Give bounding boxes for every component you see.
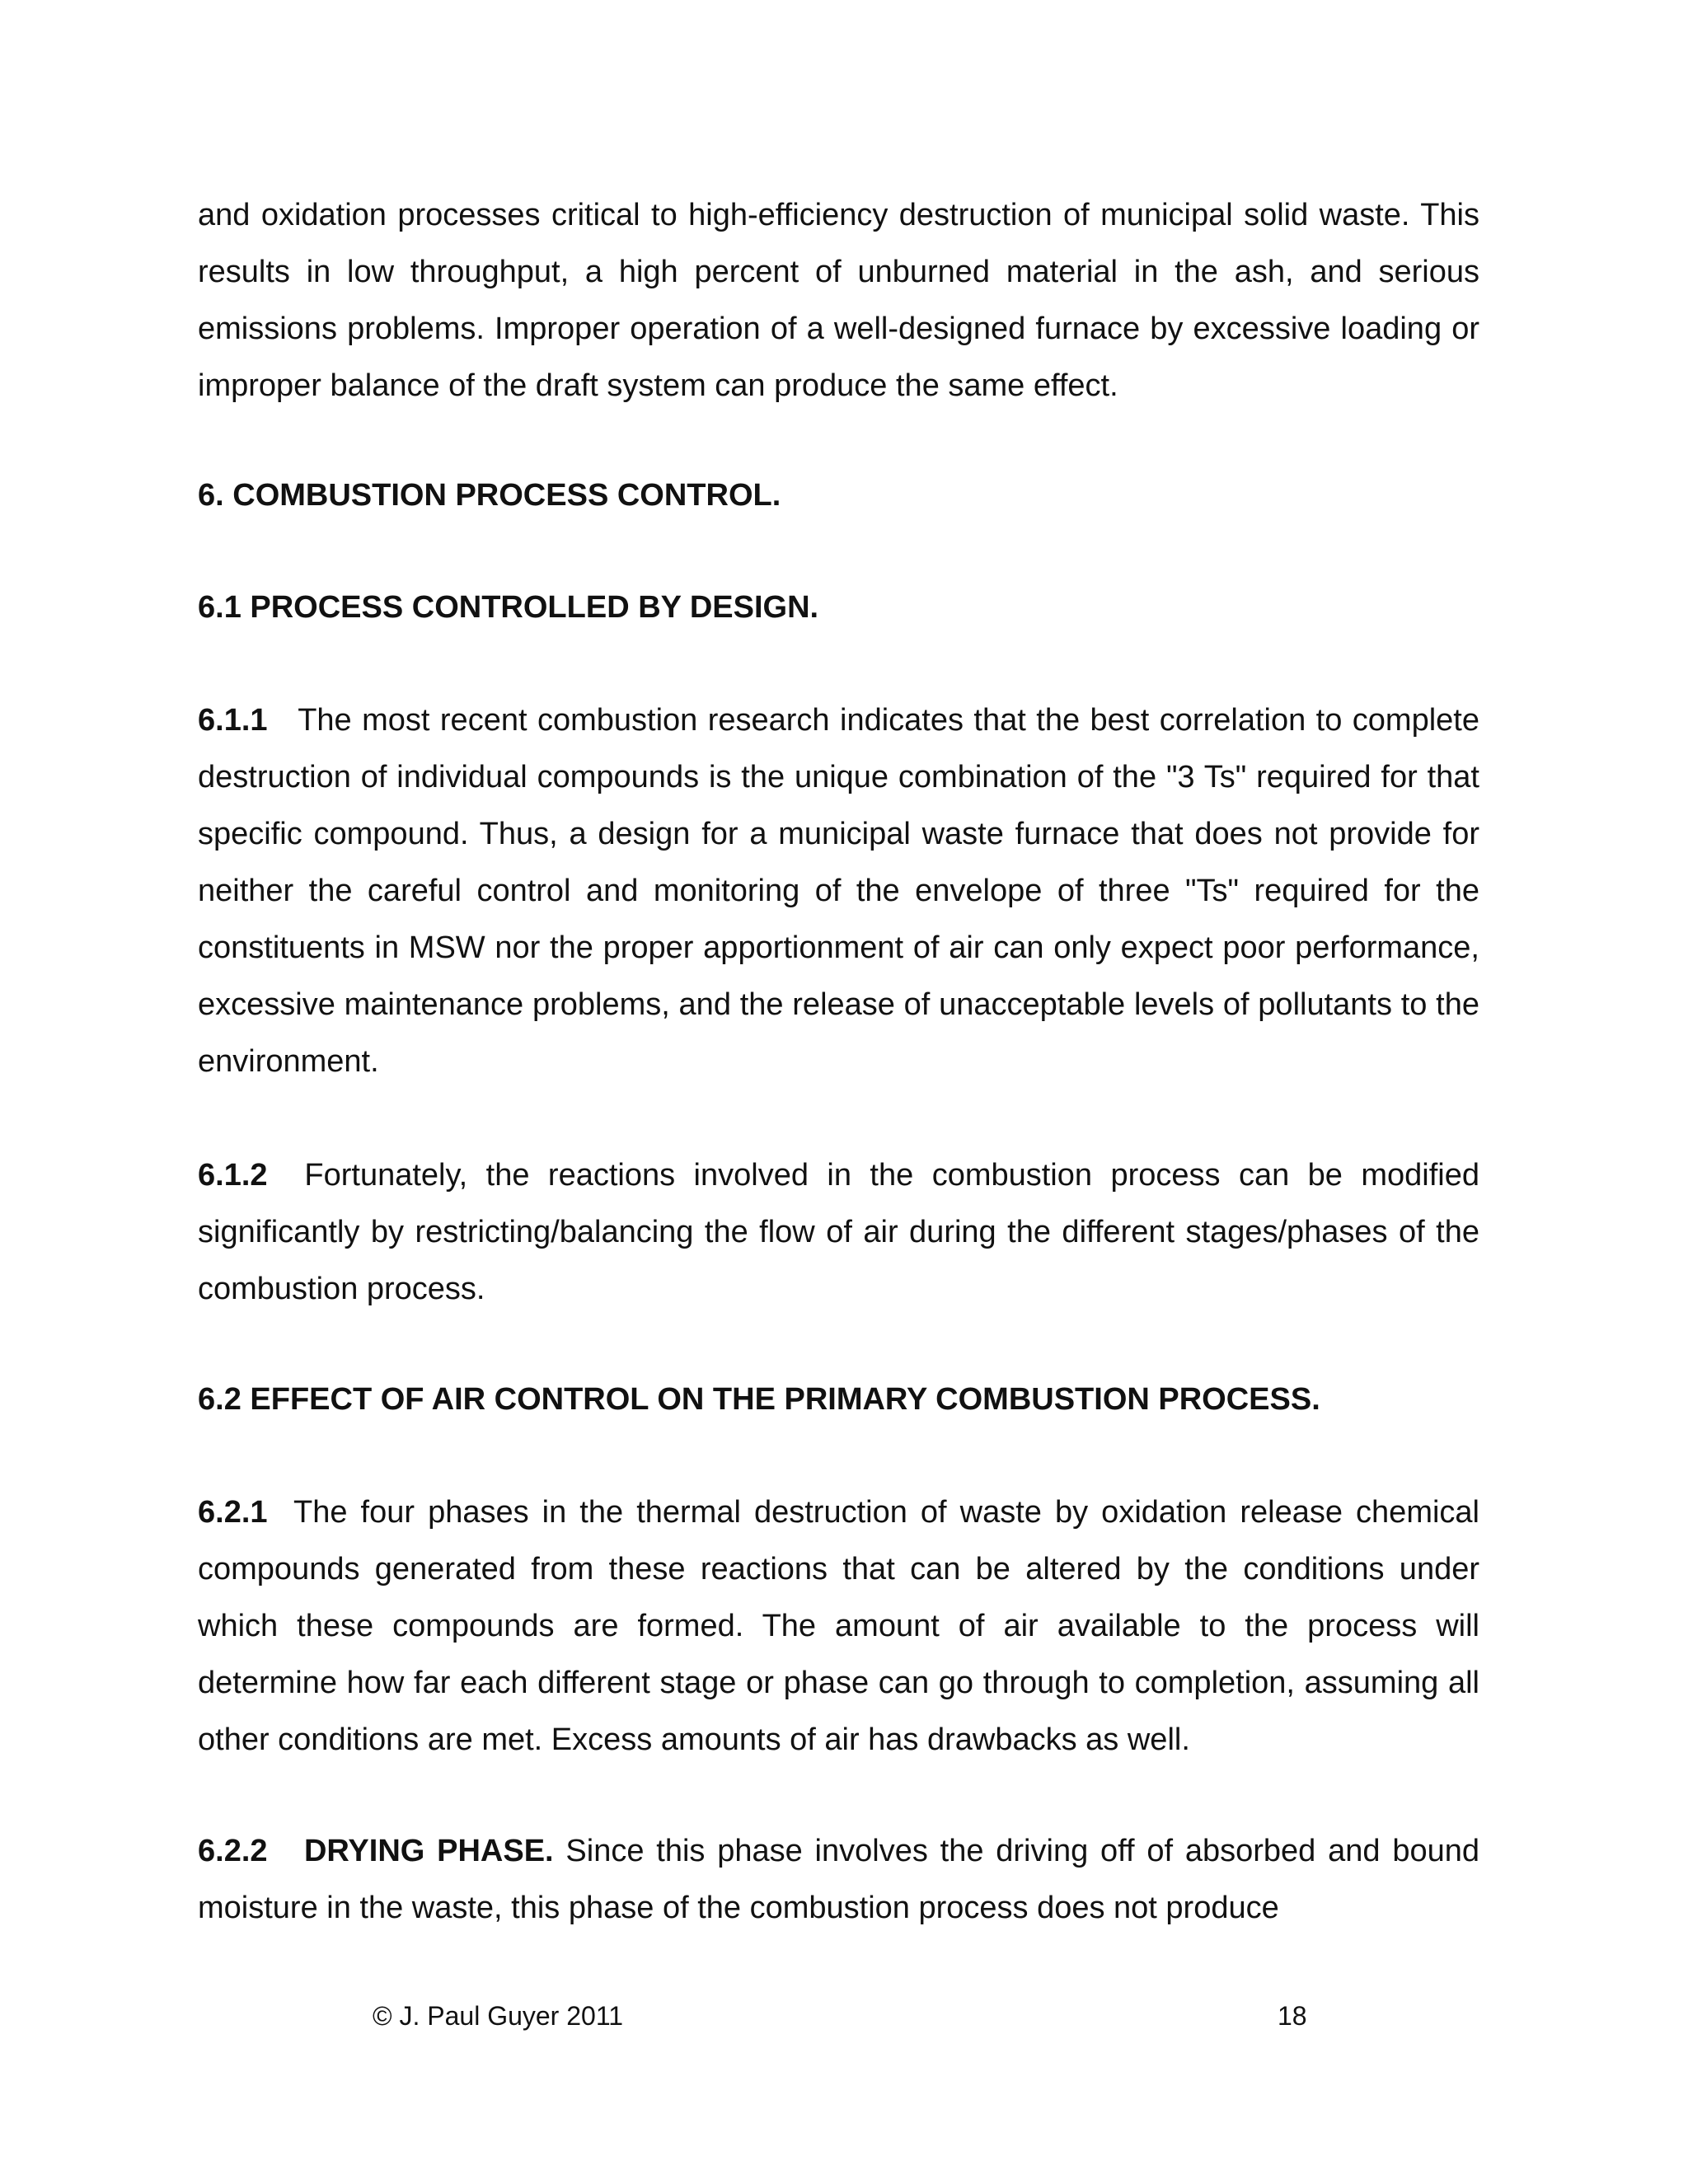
- footer-page-number: 18: [1278, 2001, 1307, 2031]
- paragraph-text: The most recent combustion research indicates that the best correlation to complete destruction of individual compounds is the unique combination of the "3 Ts" required for that specific compound. Thus, a design for a municipal waste furnace that does not provide for neither the careful control and monitoring of the envelope of three "Ts" required for the constituents in MSW nor the proper apportionment of air can only expect poor performance, excessive maintenance problems, and the release of unacceptable levels of pollutants to the environment.: [198, 703, 1479, 1079]
- footer-copyright: © J. Paul Guyer 2011: [373, 2001, 624, 2031]
- paragraph-6-2-1: [198, 1484, 1479, 1769]
- paragraph-text: The four phases in the thermal destruction of waste by oxidation release chemical compounds generated from these reactions that can be altered by the conditions under which these compounds are formed. The amount of air available to the process will determine how far each different stage or phase can go through to completion, assuming all other conditions are met. Excess amounts of air has drawbacks as well.: [198, 1495, 1479, 1757]
- paragraph-text: Since this phase involves the driving off of absorbed and bound moisture in the waste, this phase of the combustion process does not produce: [198, 1834, 1479, 1925]
- paragraph-number: 6.1.1: [198, 703, 268, 738]
- paragraph-number: 6.2.1: [198, 1495, 268, 1530]
- paragraph-6-1-2: [198, 1147, 1479, 1318]
- intro-paragraph: and oxidation processes critical to high-efficiency destruction of municipal solid waste. This results in low throughput, a high percent of unburned material in the ash, and serious emissions problems. Improper operation of a well-designed furnace by excessive loading or improper balance of the draft system can produce the same effect.: [198, 198, 1479, 403]
- paragraph-text: Fortunately, the reactions involved in the combustion process can be modified significantly by restricting/balancing the flow of air during the different stages/phases of the combustion process.: [198, 1158, 1479, 1306]
- paragraph-number: 6.2.2: [198, 1834, 268, 1868]
- section-heading-6-2: 6.2 EFFECT OF AIR CONTROL ON THE PRIMARY COMBUSTION PROCESS.: [198, 1382, 1320, 1417]
- paragraph-6-2-2: [198, 1823, 1479, 1937]
- paragraph-number: 6.1.2: [198, 1158, 268, 1193]
- paragraph-6-1-1: [198, 692, 1479, 1090]
- paragraph-title: DRYING PHASE.: [303, 1834, 554, 1868]
- section-heading-6-1: 6.1 PROCESS CONTROLLED BY DESIGN.: [198, 590, 819, 625]
- section-heading-6: 6. COMBUSTION PROCESS CONTROL.: [198, 478, 781, 513]
